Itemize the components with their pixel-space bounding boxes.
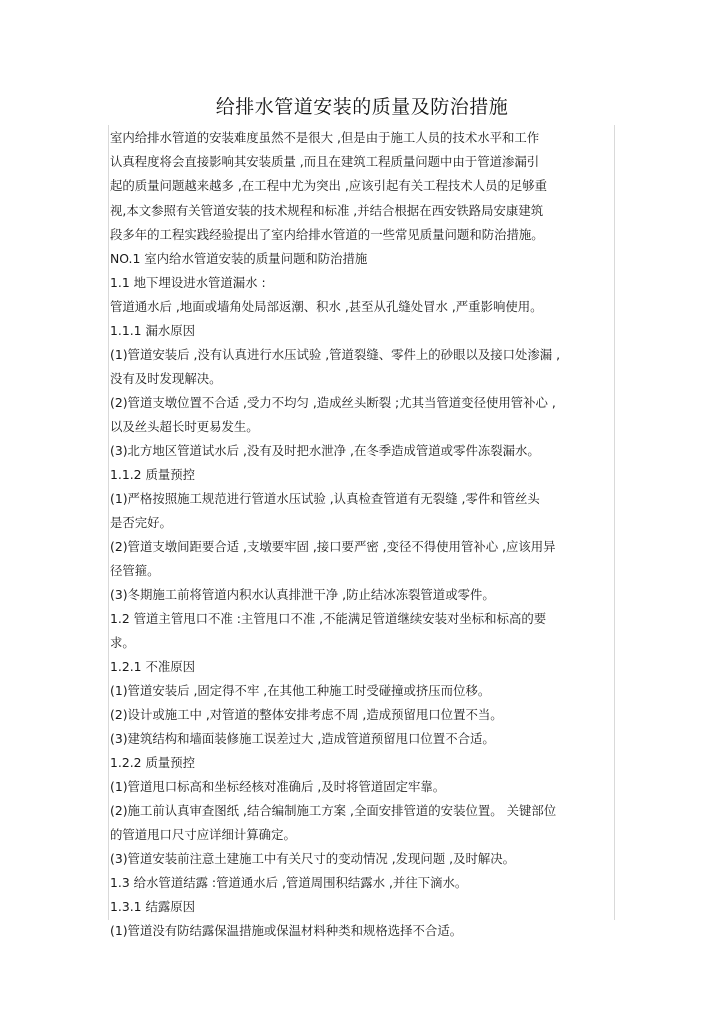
section-heading: 1.1.2 质量预控 [110, 467, 196, 482]
section-heading: 1.2.1 不准原因 [110, 659, 196, 674]
paragraph-line: (2)设计或施工中 ,对管道的整体安排考虑不周 ,造成预留甩口位置不当。 [110, 707, 503, 722]
section-heading: NO.1 室内给水管道安装的质量问题和防治措施 [110, 251, 368, 266]
section-heading: 1.3.1 结露原因 [110, 899, 196, 914]
paragraph-line: 没有及时发现解决。 [110, 371, 222, 386]
paragraph-line: 室内给排水管道的安装难度虽然不是很大 ,但是由于施工人员的技术水平和工作 [110, 130, 540, 145]
section-heading: 1.2.2 质量预控 [110, 755, 196, 770]
paragraph-line: (3)冬期施工前将管道内积水认真排泄干净 ,防止结冰冻裂管道或零件。 [110, 587, 495, 602]
paragraph-line: (3)建筑结构和墙面装修施工误差过大 ,造成管道预留甩口位置不合适。 [110, 731, 495, 746]
paragraph-line: 是否完好。 [110, 515, 172, 530]
paragraph-line: (1)管道没有防结露保温措施或保温材料种类和规格选择不合适。 [110, 923, 463, 938]
paragraph-line: (2)管道支墩间距要合适 ,支墩要牢固 ,接口要严密 ,变径不得使用管补心 ,应该用异 [110, 539, 556, 554]
paragraph-line: (1)严格按照施工规范进行管道水压试验 ,认真检查管道有无裂缝 ,零件和管丝头 [110, 491, 540, 506]
paragraph-line: 的管道甩口尺寸应详细计算确定。 [110, 827, 296, 842]
paragraph-line: (3)管道安装前注意土建施工中有关尺寸的变动情况 ,发现问题 ,及时解决。 [110, 851, 516, 866]
paragraph-line: 径管箍。 [110, 563, 160, 578]
paragraph-line: 认真程度将会直接影响其安装质量 ,而且在建筑工程质量问题中由于管道渗漏引 [110, 154, 540, 169]
section-heading: 1.3 给水管道结露 :管道通水后 ,管道周围积结露水 ,并往下滴水。 [110, 875, 468, 890]
paragraph-line: 段多年的工程实践经验提出了室内给排水管道的一些常见质量问题和防治措施。 [110, 227, 544, 242]
paragraph-line: (1)管道安装后 ,没有认真进行水压试验 ,管道裂缝、零件上的砂眼以及接口处渗漏 , [110, 347, 561, 362]
paragraph-line: 起的质量问题越来越多 ,在工程中尤为突出 ,应该引起有关工程技术人员的足够重 [110, 178, 548, 193]
page-title: 给排水管道安装的质量及防治措施 [215, 96, 509, 118]
paragraph-line: (2)施工前认真审查图纸 ,结合编制施工方案 ,全面安排管道的安装位置。 关键部位 [110, 803, 557, 818]
section-heading: 1.1.1 漏水原因 [110, 323, 196, 338]
section-heading: 1.1 地下埋设进水管道漏水 : [110, 275, 266, 290]
paragraph-line: (3)北方地区管道试水后 ,没有及时把水泄净 ,在冬季造成管道或零件冻裂漏水。 [110, 443, 540, 458]
paragraph-line: 以及丝头超长时更易发生。 [110, 419, 259, 434]
section-heading: 1.2 管道主管甩口不准 :主管甩口不准 ,不能满足管道继续安装对坐标和标高的要 [110, 611, 547, 626]
paragraph-line: (2)管道支墩位置不合适 ,受力不均匀 ,造成丝头断裂 ;尤其当管道变径使用管补心 , [110, 395, 556, 410]
paragraph-line: 求。 [110, 635, 135, 650]
paragraph-line: 管道通水后 ,地面或墙角处局部返潮、积水 ,甚至从孔缝处冒水 ,严重影响使用。 [110, 299, 543, 314]
paragraph-line: (1)管道安装后 ,固定得不牢 ,在其他工种施工时受碰撞或挤压而位移。 [110, 683, 491, 698]
paragraph-line: 视,本文参照有关管道安装的技术规程和标准 ,并结合根据在西安铁路局安康建筑 [110, 203, 544, 218]
paragraph-line: (1)管道甩口标高和坐标经核对准确后 ,及时将管道固定牢靠。 [110, 779, 446, 794]
